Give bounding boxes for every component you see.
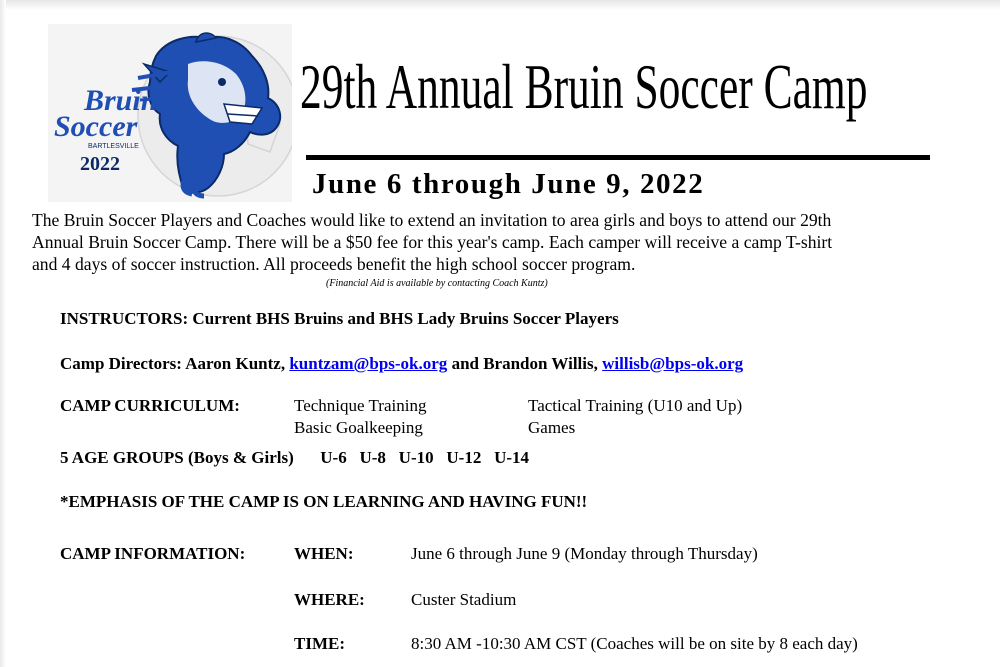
financial-aid-note: (Financial Aid is available by contacting Coach Kuntz) (326, 278, 548, 289)
page-shadow-left (0, 0, 6, 667)
time-value: 8:30 AM -10:30 AM CST (Coaches will be on site by 8 each day) (411, 634, 858, 653)
age-group-item: U-12 (446, 448, 482, 467)
curriculum-label: CAMP CURRICULUM: (60, 396, 240, 415)
curriculum-item: Technique Training (294, 396, 427, 415)
logo-year: 2022 (80, 153, 120, 175)
intro-line-2: Annual Bruin Soccer Camp. There will be a $50 fee for this year's camp. Each camper will receive a camp T-shirt (32, 232, 833, 252)
logo-city: BARTLESVILLE (88, 143, 139, 150)
when-value: June 6 through June 9 (Monday through Thursday) (411, 544, 758, 563)
email-link-willis[interactable]: willisb@bps-ok.org (602, 354, 744, 373)
curriculum-item: Tactical Training (U10 and Up) (528, 396, 743, 415)
title-underline (306, 155, 930, 160)
when-label: WHEN: (294, 544, 354, 563)
instructors-line: INSTRUCTORS: Current BHS Bruins and BHS Lady Bruins Soccer Players (60, 309, 619, 328)
page-shadow-top (0, 0, 1000, 10)
camp-dates: June 6 through June 9, 2022 (312, 168, 705, 200)
where-value: Custer Stadium (411, 590, 517, 609)
intro-line-3: and 4 days of soccer instruction. All proceeds benefit the high school soccer program. (32, 254, 636, 274)
age-group-item: U-14 (494, 448, 530, 467)
intro-line-1: The Bruin Soccer Players and Coaches would like to extend an invitation to area girls and boys to attend our 29th (32, 210, 832, 230)
age-group-item: U-8 (359, 448, 386, 467)
directors-middle: and Brandon Willis, (451, 354, 598, 373)
age-groups-line (60, 448, 529, 468)
directors-label: Camp Directors: Aaron Kuntz, (60, 354, 286, 373)
curriculum-item: Basic Goalkeeping (294, 418, 423, 437)
age-group-item: U-10 (398, 448, 434, 467)
age-groups-label: 5 AGE GROUPS (Boys & Girls) (60, 448, 294, 467)
directors-line (60, 354, 743, 374)
logo-word-soccer: Soccer (54, 110, 138, 143)
page-title: 29th Annual Bruin Soccer Camp (300, 52, 868, 122)
time-label: TIME: (294, 634, 345, 653)
email-link-kuntz[interactable]: kuntzam@bps-ok.org (289, 354, 448, 373)
camp-info-label: CAMP INFORMATION: (60, 544, 246, 563)
logo-word-bruin: Bruin (84, 84, 158, 117)
intro-paragraph (32, 209, 962, 275)
where-label: WHERE: (294, 590, 365, 609)
age-group-item: U-6 (320, 448, 347, 467)
curriculum-item: Games (528, 418, 576, 437)
bruin-soccer-logo (48, 24, 292, 202)
emphasis-line: *EMPHASIS OF THE CAMP IS ON LEARNING AND HAVING FUN!! (60, 492, 588, 511)
